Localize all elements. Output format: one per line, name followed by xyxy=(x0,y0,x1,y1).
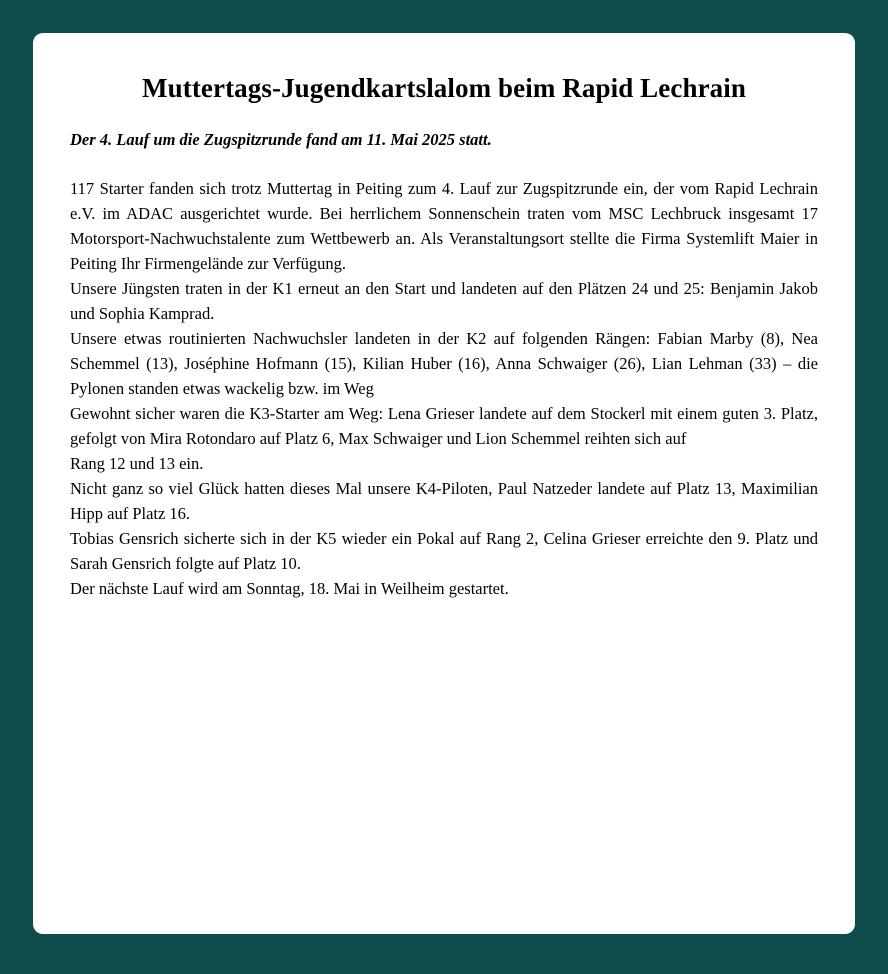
document-subtitle: Der 4. Lauf um die Zugspitzrunde fand am 11. Mai 2025 statt. xyxy=(70,130,492,149)
page-title: Muttertags-Jugendkartslalom beim Rapid Lechrain xyxy=(142,73,746,103)
paragraph-3: Unsere etwas routinierten Nachwuchsler landeten in der K2 auf folgenden Rängen: Fabian Marby (8), Nea Schemmel (13), Joséphine Hofmann (15), Kilian Huber (16), Anna Schwaiger (26), Lian Lehman (33) – die Pylonen standen etwas wackelig bzw. im Weg xyxy=(70,329,818,398)
paragraph-2: Unsere Jüngsten traten in der K1 erneut an den Start und landeten auf den Plätzen 24 und 25: Benjamin Jakob und Sophia Kamprad. xyxy=(70,279,818,323)
paragraph-8: Der nächste Lauf wird am Sonntag, 18. Mai in Weilheim gestartet. xyxy=(70,579,509,598)
paragraph-7: Tobias Gensrich sicherte sich in der K5 wieder ein Pokal auf Rang 2, Celina Grieser erreichte den 9. Platz und Sarah Gensrich folgte auf Platz 10. xyxy=(70,529,818,573)
paragraph-4: Gewohnt sicher waren die K3-Starter am Weg: Lena Grieser landete auf dem Stockerl mit einem guten 3. Platz, gefolgt von Mira Rotondaro auf Platz 6, Max Schwaiger und Lion Schemmel reihten sich auf xyxy=(70,404,818,448)
document-card xyxy=(33,33,855,934)
paragraph-6: Nicht ganz so viel Glück hatten dieses Mal unsere K4-Piloten, Paul Natzeder landete auf Platz 13, Maximilian Hipp auf Platz 16. xyxy=(70,479,818,523)
paragraph-5: Rang 12 und 13 ein. xyxy=(70,454,204,473)
paragraph-1: 117 Starter fanden sich trotz Muttertag in Peiting zum 4. Lauf zur Zugspitzrunde ein, der vom Rapid Lechrain e.V. im ADAC ausgerichtet wurde. Bei herrlichem Sonnenschein traten vom MSC Lechbruck insgesamt 17 Motorsport-Nachwuchstalente zum Wettbewerb an. Als Veranstaltungsort stellte die Firma Systemlift Maier in Peiting Ihr Firmengelände zur Verfügung. xyxy=(70,179,818,273)
